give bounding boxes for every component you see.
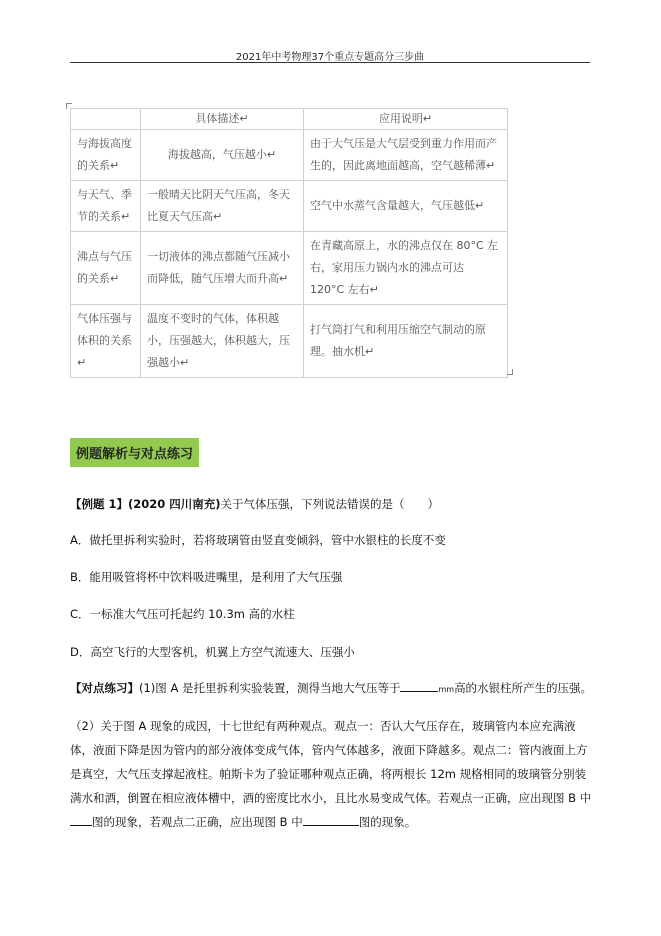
answer-blank[interactable] — [400, 679, 438, 692]
example-question-text: 关于气体压强，下列说法错误的是（ ） — [220, 497, 440, 511]
answer-blank[interactable] — [70, 813, 92, 826]
example-source: (2020 四川南充) — [128, 497, 221, 511]
row-description: 一般晴天比阴天气压高，冬天比夏天气压高↵ — [141, 181, 304, 232]
practice-text: 图的现象，若观点二正确，应出现图 B 中 — [92, 815, 303, 829]
row-label: 气体压强与体积的关系↵ — [71, 305, 141, 378]
row-application: 打气筒打气和利用压缩空气制动的原理。抽水机↵ — [304, 305, 508, 378]
table-row — [71, 305, 508, 378]
row-label: 与海拔高度的关系↵ — [71, 130, 141, 181]
table-row — [71, 181, 508, 232]
table-header-cell: 应用说明↵ — [304, 109, 508, 130]
row-description: 海拔越高，气压越小↵ — [141, 130, 304, 181]
option-c: C．一标准大气压可托起约 10.3m 高的水柱 — [70, 607, 295, 621]
row-application: 由于大气压是大气层受到重力作用而产生的，因此离地面越高，空气越稀薄↵ — [304, 130, 508, 181]
row-description: 一切液体的沸点都随气压减小而降低，随气压增大而升高↵ — [141, 232, 304, 305]
practice-part-1 — [70, 676, 594, 702]
practice-text: 高的水银柱所产生的压强。 — [454, 681, 593, 695]
practice-part-2 — [70, 714, 594, 834]
table-header-row — [71, 109, 508, 130]
header-divider — [70, 62, 590, 63]
practice-tag: 【对点练习】 — [70, 681, 139, 695]
section-title: 例题解析与对点练习 — [70, 438, 199, 467]
pressure-table — [70, 108, 508, 378]
example-tag: 【例题 1】 — [70, 497, 129, 511]
practice-text: (1)图 A 是托里拆利实验装置，测得当地大气压等于 — [139, 681, 401, 695]
row-application: 在青藏高原上，水的沸点仅在 80°C 左右，家用压力锅内水的沸点可达 120°C 左右↵ — [304, 232, 508, 305]
row-label: 与天气、季节的关系↵ — [71, 181, 141, 232]
example-question — [70, 492, 594, 516]
row-application: 空气中水蒸气含量越大，气压越低↵ — [304, 181, 508, 232]
table-header-cell: 具体描述↵ — [141, 109, 304, 130]
page-header: 2021年中考物理37个重点专题高分三步曲 — [235, 52, 425, 63]
unit-label: mm — [438, 685, 455, 694]
practice-text: 图的现象。 — [358, 815, 417, 829]
table-header-cell — [71, 109, 141, 130]
answer-blank[interactable] — [303, 813, 359, 826]
option-d: D．高空飞行的大型客机，机翼上方空气流速大、压强小 — [70, 645, 355, 659]
table-row — [71, 130, 508, 181]
option-a: A．做托里拆利实验时，若将玻璃管由竖直变倾斜，管中水银柱的长度不变 — [70, 533, 446, 547]
table-corner-mark — [507, 369, 513, 375]
option-b: B．能用吸管将杯中饮料吸进嘴里，是利用了大气压强 — [70, 570, 343, 584]
row-label: 沸点与气压的关系↵ — [71, 232, 141, 305]
table-row — [71, 232, 508, 305]
row-description: 温度不变时的气体，体积越小，压强越大，体积越大，压强越小↵ — [141, 305, 304, 378]
practice-text: （2）关于图 A 现象的成因，十七世纪有两种观点。观点一：否认大气压存在，玻璃管内本应充满液体，液面下降是因为管内的部分液体变成气体，管内气体越多，液面下降越多。观点二：管内液面上方是真空，大气压支撑起液柱。帕斯卡为了验证哪种观点正确，将两根长 12m 规格相同的玻璃管分别装满水和酒，倒置在相应液体槽中，酒的密度比水小，且比水易变成气体。若观点一正确，应出现图 B 中 — [70, 719, 592, 805]
